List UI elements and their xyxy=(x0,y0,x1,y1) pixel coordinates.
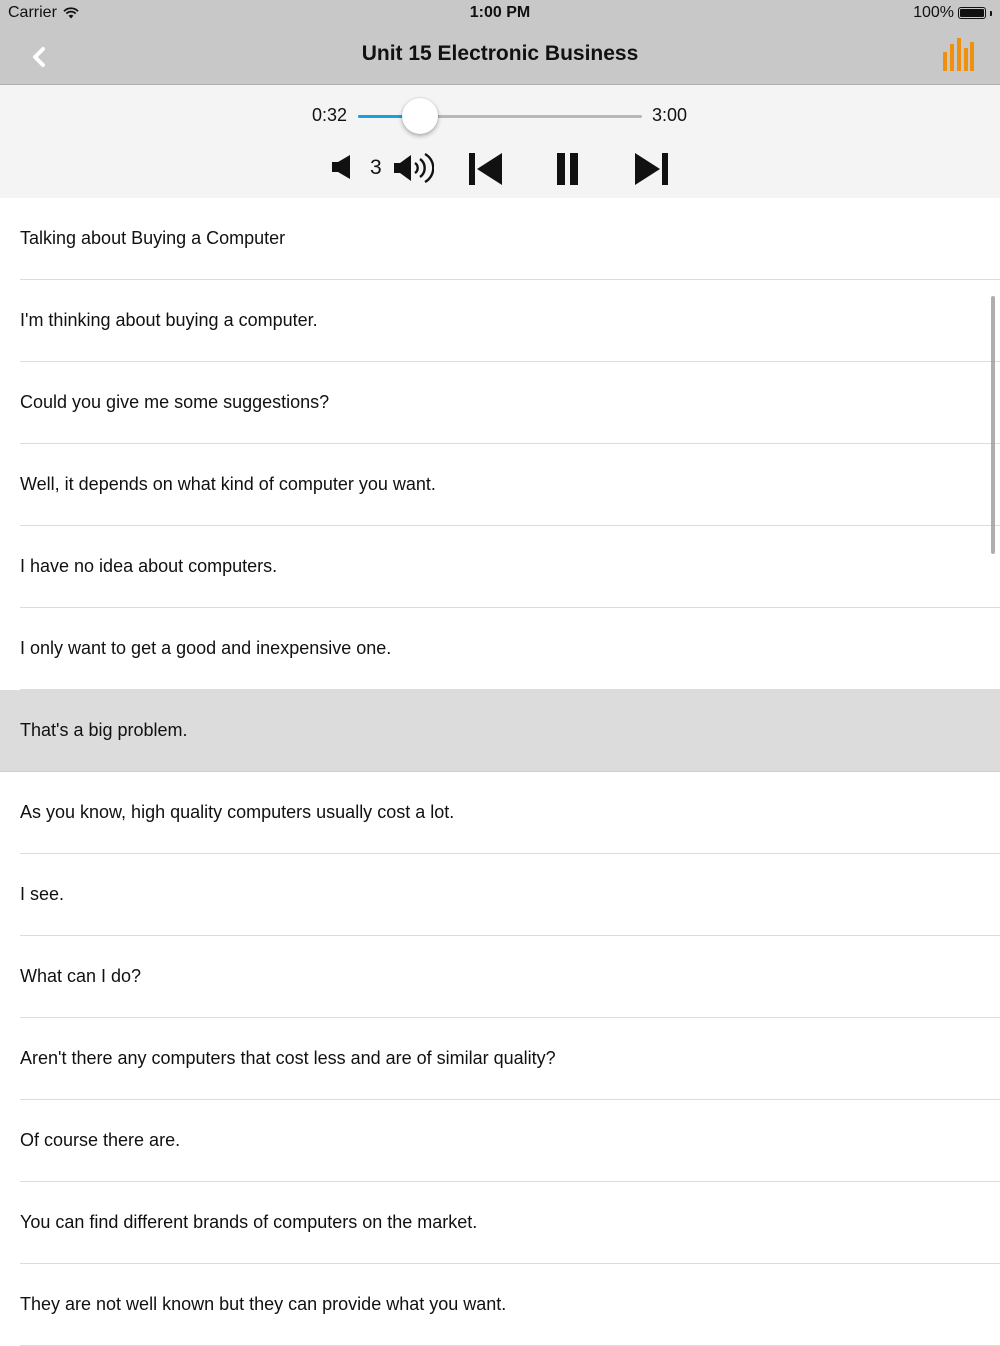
transcript-row[interactable] xyxy=(0,1100,1000,1182)
transcript-row[interactable] xyxy=(0,444,1000,526)
volume-down-button[interactable] xyxy=(330,153,354,186)
transcript-line-text: That's a big problem. xyxy=(20,720,188,740)
transcript-line-text: Well, it depends on what kind of computer you want. xyxy=(20,474,436,494)
transcript-row[interactable] xyxy=(0,936,1000,1018)
transcript-line-text: I only want to get a good and inexpensive one. xyxy=(20,638,392,658)
transcript-row[interactable] xyxy=(0,608,1000,690)
transcript-row-active[interactable] xyxy=(0,690,1000,772)
transcript-line-text: As you know, high quality computers usually cost a lot. xyxy=(20,802,455,822)
transcript-line-text: You can find different brands of computers on the market. xyxy=(20,1212,478,1232)
transcript-row[interactable] xyxy=(0,854,1000,936)
speaker-low-icon xyxy=(330,153,354,181)
transcript-row[interactable] xyxy=(0,1182,1000,1264)
transcript-line-text: Of course there are. xyxy=(20,1130,181,1150)
transcript-line-text: Talking about Buying a Computer xyxy=(20,228,286,248)
transcript-line-text: I see. xyxy=(20,884,65,904)
elapsed-time: 0:32 xyxy=(312,105,348,125)
transcript-line-text: I have no idea about computers. xyxy=(20,556,278,576)
previous-track-button[interactable] xyxy=(468,152,504,191)
pause-icon xyxy=(556,152,580,186)
skip-back-icon xyxy=(468,152,504,186)
scroll-indicator[interactable] xyxy=(991,296,995,554)
navigation-bar xyxy=(0,28,1000,85)
speaker-high-icon xyxy=(392,151,434,185)
battery-icon xyxy=(958,7,986,19)
stats-button[interactable] xyxy=(942,38,974,72)
transcript-line-text: Aren't there any computers that cost less and are of similar quality? xyxy=(20,1048,556,1068)
volume-up-button[interactable] xyxy=(392,151,434,190)
volume-level: 3 xyxy=(370,156,382,179)
page-title: Unit 15 Electronic Business xyxy=(361,42,639,65)
transcript-list xyxy=(0,198,1000,1346)
pause-button[interactable] xyxy=(556,152,580,191)
next-track-button[interactable] xyxy=(633,152,669,191)
status-bar xyxy=(0,0,1000,28)
transcript-row[interactable] xyxy=(0,1018,1000,1100)
skip-forward-icon xyxy=(633,152,669,186)
transcript-row[interactable] xyxy=(0,362,1000,444)
carrier-label: Carrier xyxy=(8,4,57,21)
total-duration: 3:00 xyxy=(652,105,688,125)
status-time: 1:00 PM xyxy=(469,4,531,21)
transcript-line-text: They are not well known but they can provide what you want. xyxy=(20,1294,507,1314)
transcript-line-text: What can I do? xyxy=(20,966,142,986)
audio-player xyxy=(0,85,1000,198)
transcript-row[interactable] xyxy=(0,280,1000,362)
battery-label: 100% xyxy=(913,4,954,21)
transcript-line-text: Could you give me some suggestions? xyxy=(20,392,330,412)
progress-slider[interactable] xyxy=(358,115,642,119)
transcript-row[interactable] xyxy=(0,198,1000,280)
transcript-row[interactable] xyxy=(0,772,1000,854)
battery-indicator xyxy=(913,4,992,22)
transcript-line-text: I'm thinking about buying a computer. xyxy=(20,310,318,330)
bar-chart-icon xyxy=(942,38,974,72)
transcript-row[interactable] xyxy=(0,526,1000,608)
slider-thumb[interactable] xyxy=(402,98,438,134)
